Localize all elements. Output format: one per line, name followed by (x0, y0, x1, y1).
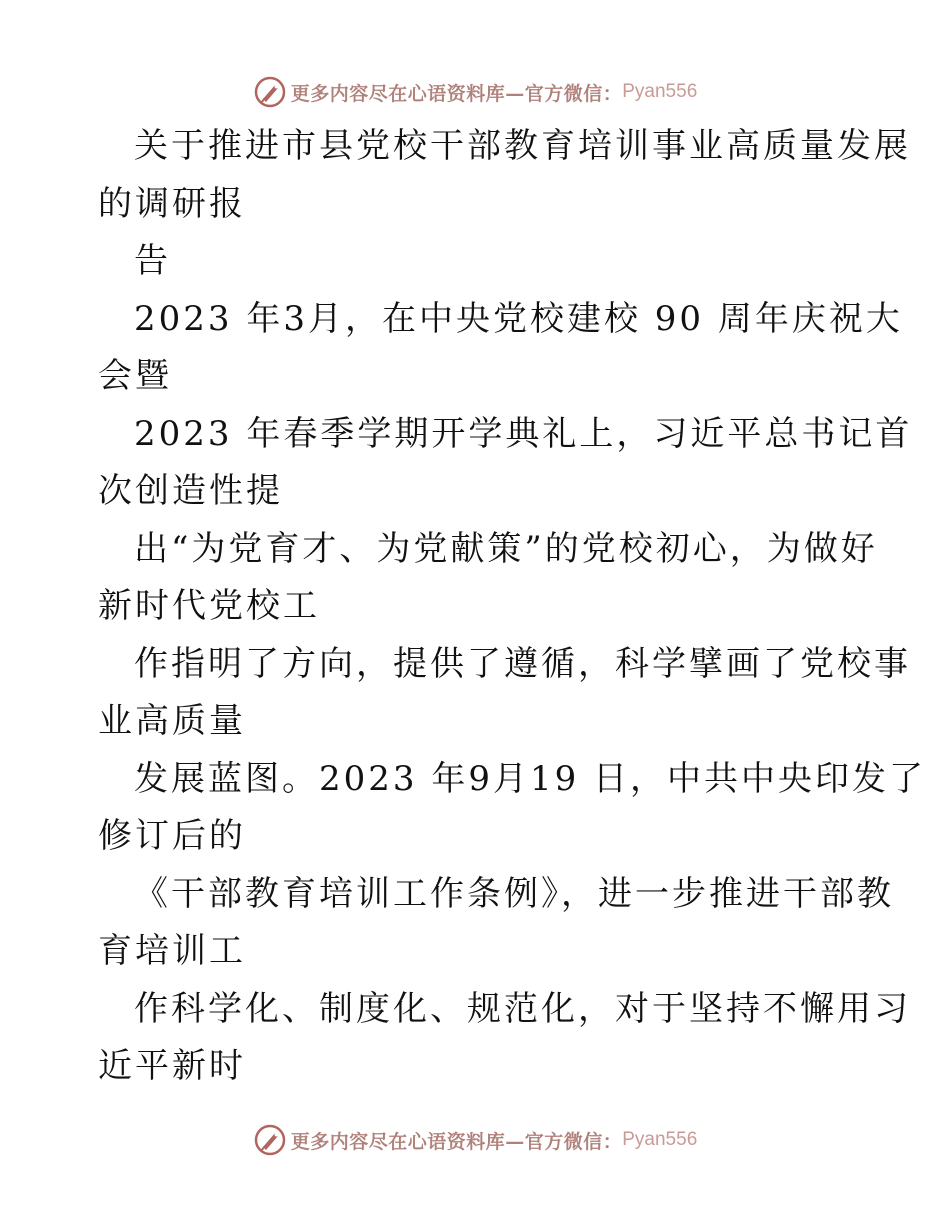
watermark-header (0, 72, 950, 112)
text-line: 《干部教育培训工作条例》，进一步推进干部教 (134, 873, 894, 914)
text-line: 次创造性提 (98, 471, 283, 511)
watermark-id: Pyan556 (622, 1129, 698, 1150)
text-line: 2023 年春季学期开学典礼上，习近平总书记首 (134, 413, 913, 454)
text-line: 出“为党育才、为党献策”的党校初心，为做好 (134, 528, 878, 569)
text-line: 近平新时 (98, 1046, 246, 1086)
text-line: 关于推进市县党校干部教育培训事业高质量发展 (134, 126, 911, 166)
text-line: 发展蓝图。2023 年9月19 日，中共中央印发了 (134, 758, 927, 799)
text-line: 作科学化、制度化、规范化，对于坚持不懈用习 (134, 988, 911, 1029)
text-line: 育培训工 (98, 931, 246, 971)
text-line: 的调研报 (98, 183, 246, 224)
text-line: 作指明了方向，提供了遵循，科学擘画了党校事 (134, 643, 911, 684)
text-line: 2023 年3月，在中央党校建校 90 周年庆祝大 (134, 298, 903, 339)
text-line: 业高质量 (98, 701, 246, 741)
document-body (98, 118, 927, 1096)
watermark-id: Pyan556 (622, 81, 698, 102)
watermark-text: 更多内容尽在心语资料库—官方微信： (290, 1130, 623, 1153)
pen-nib-logo-icon (253, 75, 287, 109)
text-line: 告 (134, 241, 171, 281)
text-line: 修订后的 (98, 816, 246, 856)
text-line: 新时代党校工 (98, 586, 320, 626)
watermark-text: 更多内容尽在心语资料库—官方微信： (290, 82, 623, 105)
watermark-footer (0, 1120, 950, 1160)
pen-nib-logo-icon (253, 1123, 287, 1157)
text-line: 会暨 (98, 356, 172, 396)
